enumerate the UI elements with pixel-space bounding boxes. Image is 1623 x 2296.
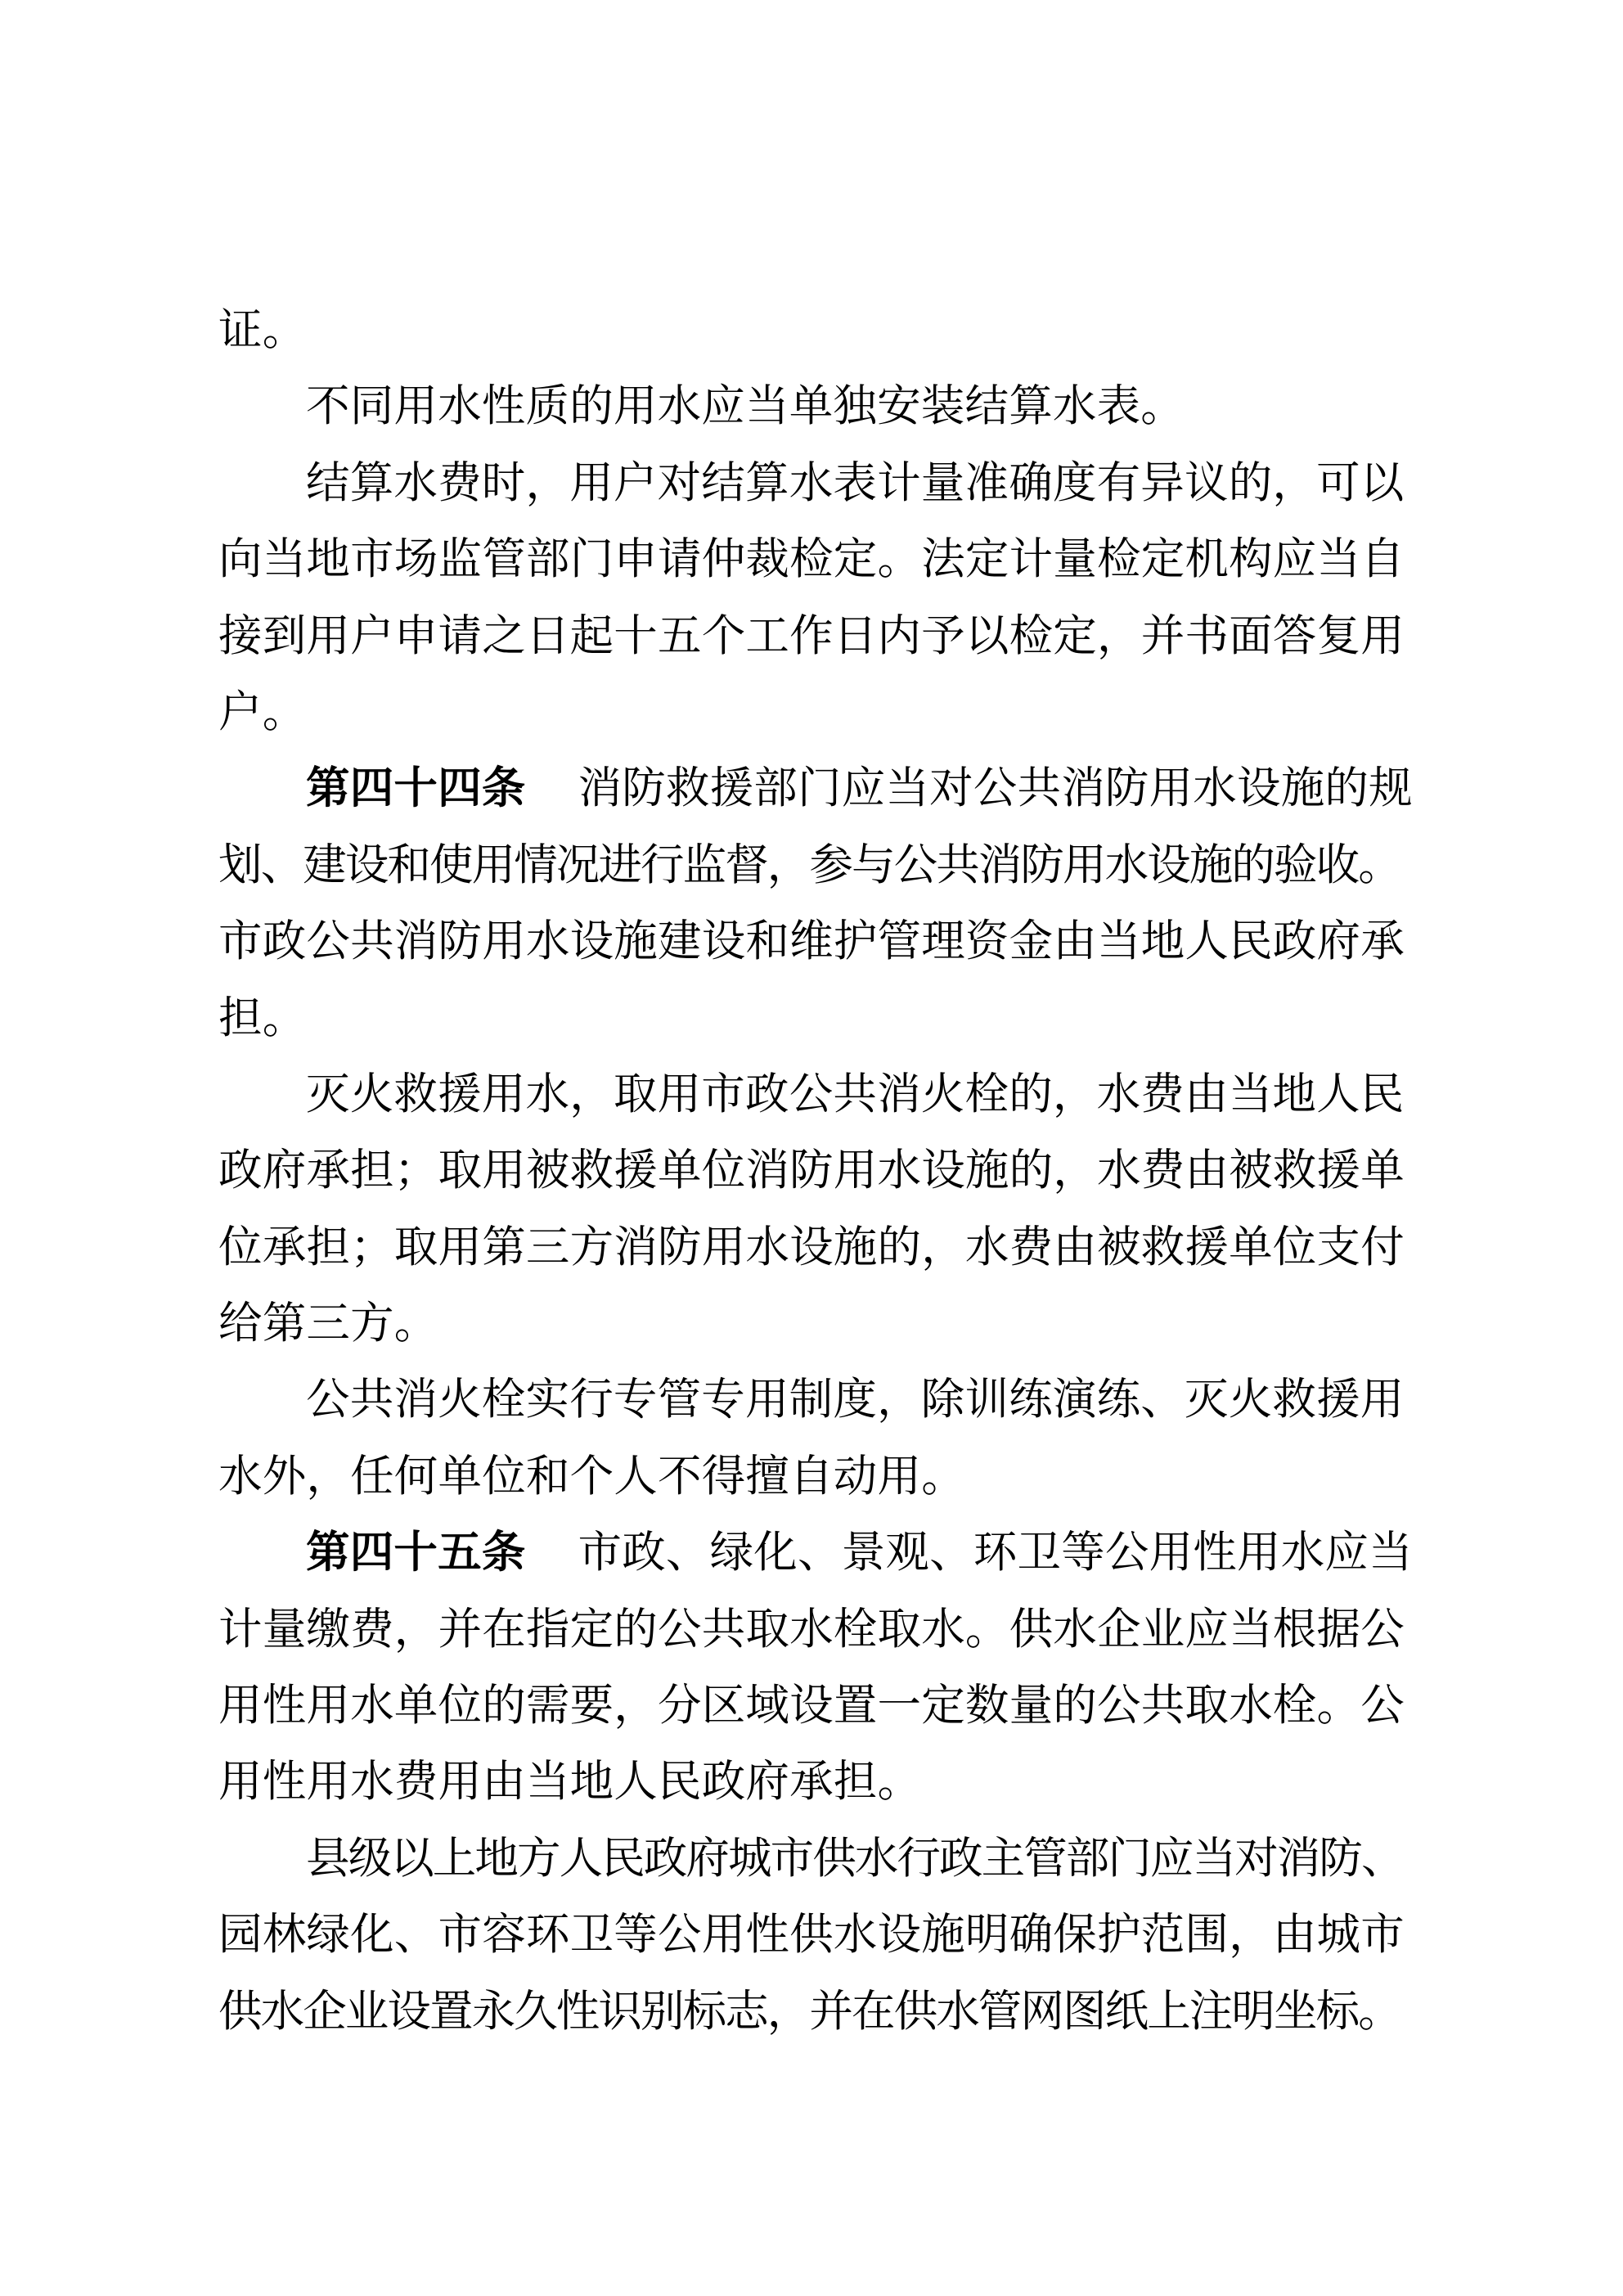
text-segment: 计量缴费，并在指定的公共取水栓取水。供水企业应当根据公 — [218, 1604, 1405, 1654]
article-heading: 第四十四条 — [306, 764, 526, 813]
text-segment: 县级以上地方人民政府城市供水行政主管部门应当对消防、 — [306, 1833, 1404, 1883]
text-segment: 用性用水单位的需要，分区域设置一定数量的公共取水栓。公 — [218, 1681, 1405, 1731]
text-line — [218, 445, 1406, 521]
text-segment: 水外，任何单位和个人不得擅自动用。 — [218, 1451, 965, 1501]
text-segment: 户。 — [218, 687, 307, 736]
text-line — [218, 1668, 1406, 1744]
text-segment: 给第三方。 — [218, 1299, 438, 1348]
text-segment: 不同用水性质的用水应当单独安装结算水表。 — [306, 381, 1185, 431]
text-line — [218, 1285, 1406, 1362]
text-segment: 市政、绿化、景观、环卫等公用性用水应当 — [578, 1528, 1413, 1578]
text-segment: 结算水费时，用户对结算水表计量准确度有异议的，可以 — [306, 457, 1405, 507]
article-heading: 第四十五条 — [306, 1528, 526, 1578]
text-line — [218, 1744, 1406, 1820]
text-line — [218, 1438, 1406, 1515]
text-segment: 政府承担；取用被救援单位消防用水设施的，水费由被救援单 — [218, 1146, 1405, 1195]
text-segment: 向当地市场监管部门申请仲裁检定。法定计量检定机构应当自 — [218, 534, 1405, 584]
text-segment: 证。 — [218, 305, 307, 354]
text-line — [218, 1897, 1406, 1973]
text-line — [218, 1821, 1406, 1897]
text-segment: 划、建设和使用情况进行监督，参与公共消防用水设施的验收。 — [218, 840, 1400, 889]
text-line — [218, 1132, 1406, 1209]
text-line — [218, 521, 1406, 597]
text-line — [218, 1209, 1406, 1285]
text-segment: 园林绿化、市容环卫等公用性供水设施明确保护范围，由城市 — [218, 1910, 1405, 1960]
text-line — [218, 292, 1406, 368]
text-segment: 灭火救援用水，取用市政公共消火栓的，水费由当地人民 — [306, 1069, 1405, 1119]
text-segment: 担。 — [218, 993, 307, 1042]
text-line — [218, 1056, 1406, 1132]
text-line — [218, 1591, 1406, 1668]
text-line — [218, 1974, 1406, 2050]
text-segment: 公共消火栓实行专管专用制度，除训练演练、灭火救援用 — [306, 1375, 1405, 1425]
text-segment: 市政公共消防用水设施建设和维护管理资金由当地人民政府承 — [218, 916, 1405, 966]
text-line — [218, 368, 1406, 444]
text-segment: 位承担；取用第三方消防用水设施的，水费由被救援单位支付 — [218, 1222, 1405, 1272]
text-line — [218, 980, 1406, 1056]
text-segment: 消防救援部门应当对公共消防用水设施的规 — [578, 763, 1413, 813]
text-segment: 供水企业设置永久性识别标志，并在供水管网图纸上注明坐标。 — [218, 1986, 1400, 2036]
text-line — [218, 827, 1406, 903]
text-segment: 接到用户申请之日起十五个工作日内予以检定，并书面答复用 — [218, 610, 1405, 660]
text-line — [218, 1362, 1406, 1438]
text-line — [218, 750, 1413, 826]
text-line — [218, 903, 1406, 979]
text-segment: 用性用水费用由当地人民政府承担。 — [218, 1757, 922, 1807]
document-text-block — [218, 292, 1413, 2050]
text-line — [218, 1515, 1413, 1591]
text-line — [218, 674, 1406, 750]
text-line — [218, 598, 1406, 674]
